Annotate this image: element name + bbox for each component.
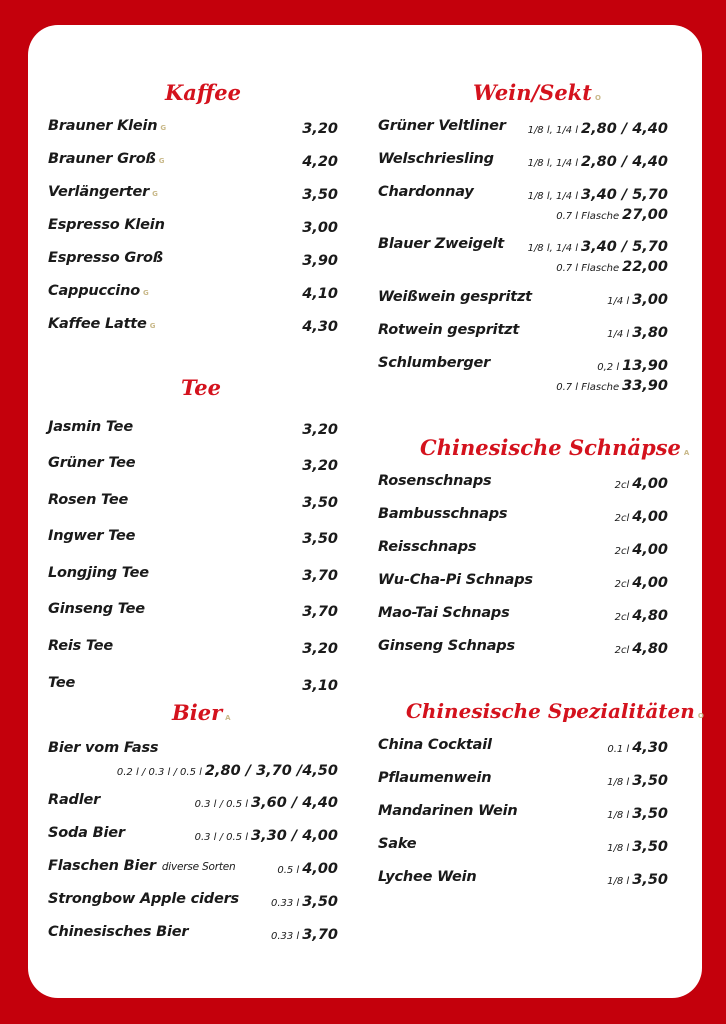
menu-item: Bier vom Fass 0.2 l / 0.3 l / 0.5 l 2,80 / 3,70 /4,50 — [48, 740, 338, 779]
menu-item: Chinesisches Bier 0.33 l 3,70 — [48, 924, 338, 943]
menu-item: Reis Tee 3,20 — [48, 638, 338, 657]
menu-item: Mandarinen Wein 1/8 l 3,50 — [378, 803, 668, 822]
menu-item: Strongbow Apple ciders 0.33 l 3,50 — [48, 891, 338, 910]
menu-item: Blauer Zweigelt 1/8 l, 1/4 l 3,40 / 5,70 0.7 l Flasche 22,00 — [378, 236, 668, 275]
menu-item: Brauner Groß G 4,20 — [48, 151, 338, 170]
menu-item: Ginseng Tee 3,70 — [48, 601, 338, 620]
menu-item: China Cocktail 0.1 l 4,30 — [378, 737, 668, 756]
menu-item: Soda Bier 0.3 l / 0.5 l 3,30 / 4,00 — [48, 825, 338, 844]
menu-item: Schlumberger 0,2 l 13,90 0.7 l Flasche 33,90 — [378, 355, 668, 394]
section-title-wein: Wein/Sekt O — [473, 80, 601, 105]
menu-item: Espresso Groß 3,90 — [48, 250, 338, 269]
menu-item: Weißwein gespritzt 1/4 l 3,00 — [378, 289, 668, 308]
menu-item: Mao-Tai Schnaps 2cl 4,80 — [378, 605, 668, 624]
menu-item: Radler 0.3 l / 0.5 l 3,60 / 4,40 — [48, 792, 338, 811]
menu-item: Ingwer Tee 3,50 — [48, 528, 338, 547]
section-title-spezialitaeten: Chinesische Spezialitäten O — [406, 699, 704, 723]
menu-item: Pflaumenwein 1/8 l 3,50 — [378, 770, 668, 789]
menu-item: Kaffee Latte G 4,30 — [48, 316, 338, 335]
menu-item: Espresso Klein 3,00 — [48, 217, 338, 236]
menu-item: Brauner Klein G 3,20 — [48, 118, 338, 137]
menu-item: Bambusschnaps 2cl 4,00 — [378, 506, 668, 525]
menu-item: Cappuccino G 4,10 — [48, 283, 338, 302]
section-title-schnaps: Chinesische Schnäpse A — [420, 435, 690, 460]
menu-item: Verlängerter G 3,50 — [48, 184, 338, 203]
menu-item: Chardonnay 1/8 l, 1/4 l 3,40 / 5,70 0.7 l Flasche 27,00 — [378, 184, 668, 223]
section-title-kaffee: Kaffee — [165, 80, 241, 105]
menu-item: Lychee Wein 1/8 l 3,50 — [378, 869, 668, 888]
menu-item: Ginseng Schnaps 2cl 4,80 — [378, 638, 668, 657]
menu-item: Rosenschnaps 2cl 4,00 — [378, 473, 668, 492]
menu-item: Longjing Tee 3,70 — [48, 565, 338, 584]
section-title-bier: Bier A — [172, 700, 231, 725]
menu-item: Grüner Tee 3,20 — [48, 455, 338, 474]
menu-item: Wu-Cha-Pi Schnaps 2cl 4,00 — [378, 572, 668, 591]
menu-item: Flaschen Bier diverse Sorten 0.5 l 4,00 — [48, 858, 338, 877]
menu-item: Sake 1/8 l 3,50 — [378, 836, 668, 855]
section-title-tee: Tee — [181, 375, 221, 400]
menu-item: Welschriesling 1/8 l, 1/4 l 2,80 / 4,40 — [378, 151, 668, 170]
menu-item: Tee 3,10 — [48, 675, 338, 694]
menu-item: Reisschnaps 2cl 4,00 — [378, 539, 668, 558]
menu-item: Rotwein gespritzt 1/4 l 3,80 — [378, 322, 668, 341]
menu-item: Rosen Tee 3,50 — [48, 492, 338, 511]
menu-item: Jasmin Tee 3,20 — [48, 419, 338, 438]
menu-item: Grüner Veltliner 1/8 l, 1/4 l 2,80 / 4,40 — [378, 118, 668, 137]
